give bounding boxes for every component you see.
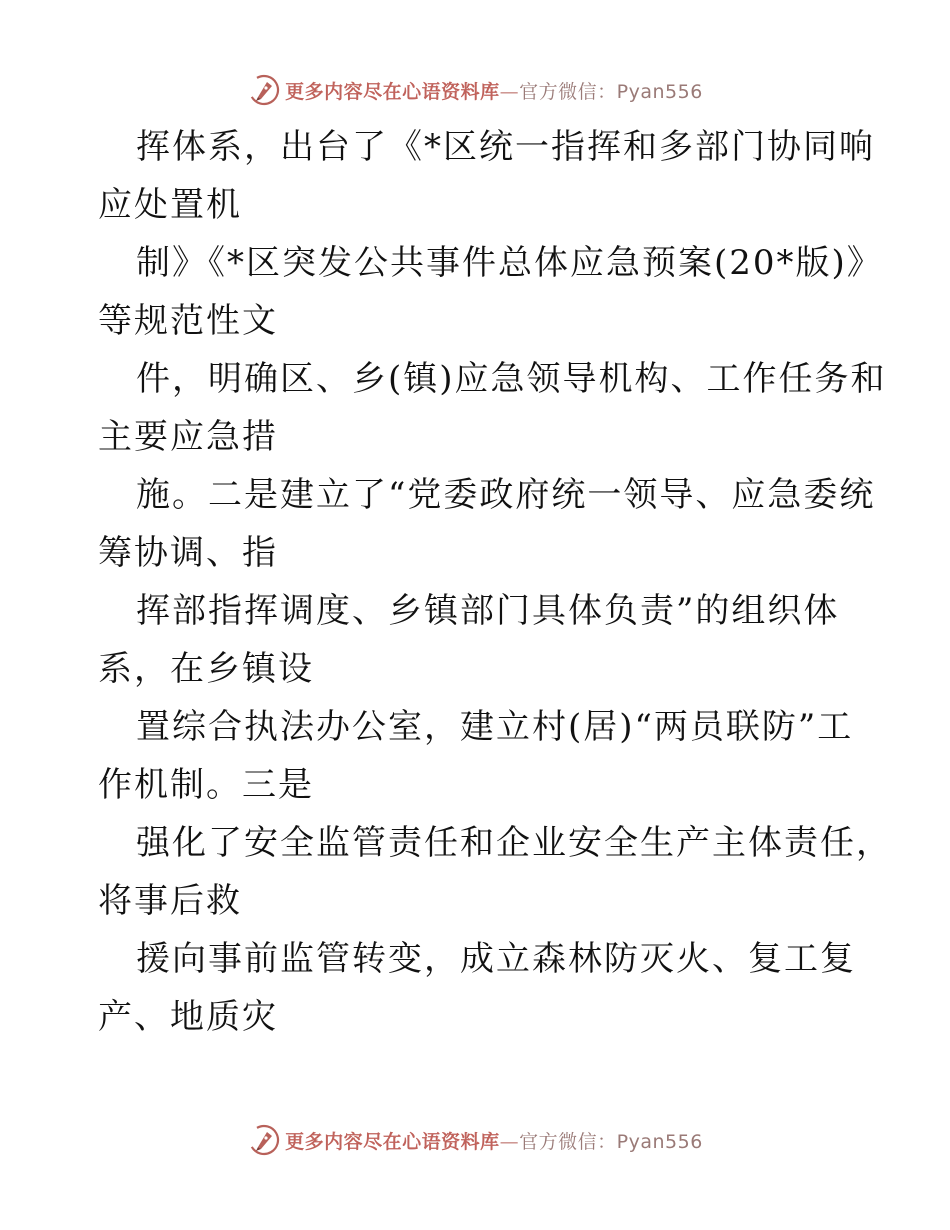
- document-body: [98, 118, 892, 1046]
- text-line: 件，明确区、乡(镇)应急领导机构、工作任务和: [136, 359, 887, 399]
- text-line: 应处置机: [98, 185, 242, 225]
- watermark-site-label: 更多内容尽在心语资料库: [285, 1130, 500, 1153]
- text-line: 制》《*区突发公共事件总体应急预案(20*版)》: [136, 243, 883, 283]
- watermark-site-label: 更多内容尽在心语资料库: [285, 80, 500, 103]
- watermark-contact-label: 官方微信：Pyan556: [519, 1130, 703, 1153]
- watermark-dash: —: [499, 1130, 520, 1153]
- footer-watermark: [0, 1120, 950, 1160]
- pen-nib-logo-icon: [247, 73, 281, 107]
- text-line: 产、地质灾: [98, 997, 278, 1037]
- text-line: 将事后救: [98, 881, 242, 921]
- watermark-dash: —: [499, 80, 520, 103]
- text-line: 作机制。三是: [98, 765, 314, 805]
- text-line: 强化了安全监管责任和企业安全生产主体责任，: [136, 823, 892, 863]
- header-watermark: [0, 70, 950, 110]
- text-line: 筹协调、指: [98, 533, 278, 573]
- text-line: 系，在乡镇设: [98, 649, 314, 689]
- watermark-contact-label: 官方微信：Pyan556: [519, 80, 703, 103]
- text-line: 主要应急措: [98, 417, 278, 457]
- text-line: 挥体系，出台了《*区统一指挥和多部门协同响: [136, 127, 875, 167]
- text-line: 挥部指挥调度、乡镇部门具体负责”的组织体: [136, 591, 840, 631]
- text-line: 等规范性文: [98, 301, 278, 341]
- pen-nib-logo-icon: [247, 1123, 281, 1157]
- text-line: 援向事前监管转变，成立森林防灭火、复工复: [136, 939, 856, 979]
- text-line: 施。二是建立了“党委政府统一领导、应急委统: [136, 475, 876, 515]
- text-line: 置综合执法办公室，建立村(居)“两员联防”工: [136, 707, 854, 747]
